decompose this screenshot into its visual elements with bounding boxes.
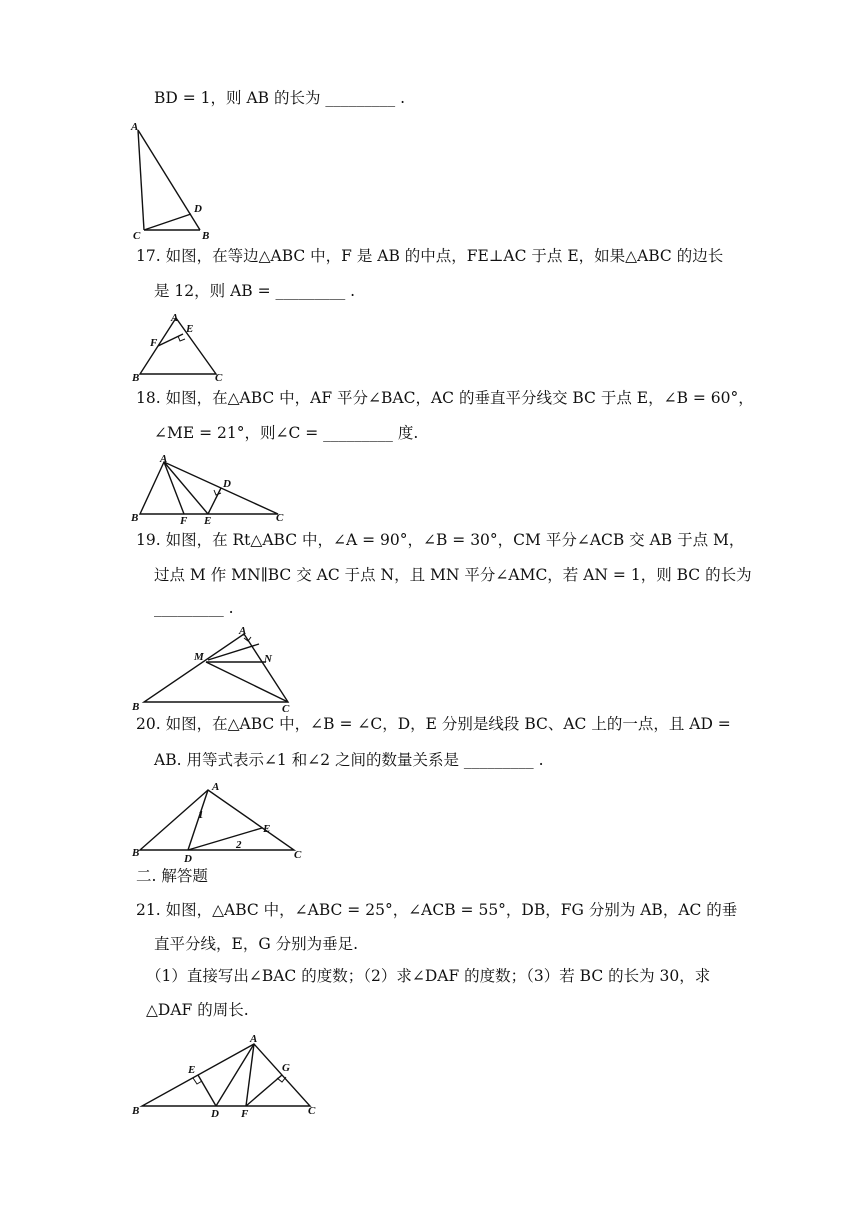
fig19-label-a: A	[239, 625, 247, 637]
fig19-label-c: C	[282, 703, 290, 715]
q19-line3: _________ .	[154, 599, 234, 617]
figure-16	[128, 118, 218, 242]
fig20-segment-de	[188, 828, 262, 850]
fig18-label-c: C	[276, 512, 284, 524]
q21-line4: △DAF 的周长.	[146, 1001, 249, 1019]
fig21-segment-af	[246, 1044, 254, 1106]
fig18-label-e: E	[204, 515, 212, 526]
q18-line1: 18. 如图，在△ABC 中，AF 平分∠BAC，AC 的垂直平分线交 BC 于点 E，∠B = 60°，	[136, 389, 754, 407]
q21-line1: 21. 如图，△ABC 中，∠ABC = 25°，∠ACB = 55°，DB，FG 分别为 AB，AC 的垂	[136, 901, 738, 919]
fig17-label-b: B	[132, 372, 140, 382]
fig17-label-e: E	[186, 323, 194, 335]
figure-21	[128, 1030, 324, 1122]
fig17-label-a: A	[171, 312, 179, 324]
q19-line2: 过点 M 作 MN∥BC 交 AC 于点 N，且 MN 平分∠AMC，若 AN = 1，则 BC 的长为	[154, 566, 752, 584]
fig19-label-b: B	[132, 701, 140, 713]
figure-20	[128, 778, 308, 864]
fig17-label-f: F	[150, 337, 158, 349]
figure-17	[130, 310, 230, 382]
fig17-label-c: C	[215, 372, 223, 382]
fig18-label-a: A	[160, 453, 168, 465]
q16-line: BD = 1，则 AB 的长为 _________ .	[154, 89, 405, 107]
fig21-label-e: E	[188, 1064, 196, 1076]
figure-18	[128, 450, 293, 526]
fig16-side-ac	[138, 130, 144, 230]
fig19-segment-m-to-ac	[208, 644, 259, 660]
fig17-right-angle-mark	[178, 336, 185, 341]
fig20-label-c: C	[294, 849, 302, 861]
fig20-label-2: 2	[236, 839, 242, 851]
fig16-label-d: D	[194, 203, 202, 215]
q19-line1: 19. 如图，在 Rt△ABC 中，∠A = 90°，∠B = 30°，CM 平分∠ACB 交 AB 于点 M，	[136, 531, 745, 549]
fig16-label-c: C	[133, 230, 141, 242]
fig16-label-a: A	[131, 121, 139, 133]
fig20-label-1: 1	[198, 809, 204, 821]
fig20-label-d: D	[184, 853, 192, 864]
fig18-label-b: B	[131, 512, 139, 524]
q20-line1: 20. 如图，在△ABC 中，∠B = ∠C，D，E 分别是线段 BC、AC 上的一点，且 AD =	[136, 715, 731, 733]
fig16-label-b: B	[202, 230, 210, 242]
q21-line2: 直平分线，E，G 分别为垂足.	[154, 935, 359, 953]
fig19-label-m: M	[194, 651, 204, 663]
q18-line2: ∠ME = 21°，则∠C = _________ 度.	[154, 424, 419, 442]
fig21-label-a: A	[250, 1033, 258, 1045]
fig21-label-f: F	[241, 1108, 249, 1120]
fig19-label-n: N	[264, 653, 272, 665]
fig20-label-a: A	[212, 781, 220, 793]
figure-19	[128, 624, 298, 716]
fig21-label-d: D	[211, 1108, 219, 1120]
section-title: 二. 解答题	[136, 867, 208, 885]
fig18-segment-ae	[164, 462, 208, 514]
fig21-segment-ed	[198, 1075, 216, 1106]
fig21-segment-ad	[216, 1044, 254, 1106]
fig20-label-e: E	[263, 823, 271, 835]
fig18-label-d: D	[223, 478, 231, 490]
fig21-label-b: B	[132, 1105, 140, 1117]
fig18-triangle	[140, 462, 278, 514]
fig16-segment-cd	[144, 214, 191, 230]
fig18-label-f: F	[180, 515, 188, 526]
fig16-side-ab	[138, 130, 200, 230]
q17-line1: 17. 如图，在等边△ABC 中，F 是 AB 的中点，FE⊥AC 于点 E，如果△ABC 的边长	[136, 247, 724, 265]
fig21-triangle	[142, 1044, 310, 1106]
q21-line3: （1）直接写出∠BAC 的度数；（2）求∠DAF 的度数；（3）若 BC 的长为 30，求	[146, 967, 711, 985]
fig21-label-g: G	[282, 1062, 290, 1074]
fig21-label-c: C	[308, 1105, 316, 1117]
q20-line2: AB. 用等式表示∠1 和∠2 之间的数量关系是 _________ .	[154, 751, 544, 769]
fig20-label-b: B	[132, 847, 140, 859]
q17-line2: 是 12，则 AB = _________ .	[154, 282, 356, 300]
fig21-segment-gf	[246, 1075, 282, 1106]
